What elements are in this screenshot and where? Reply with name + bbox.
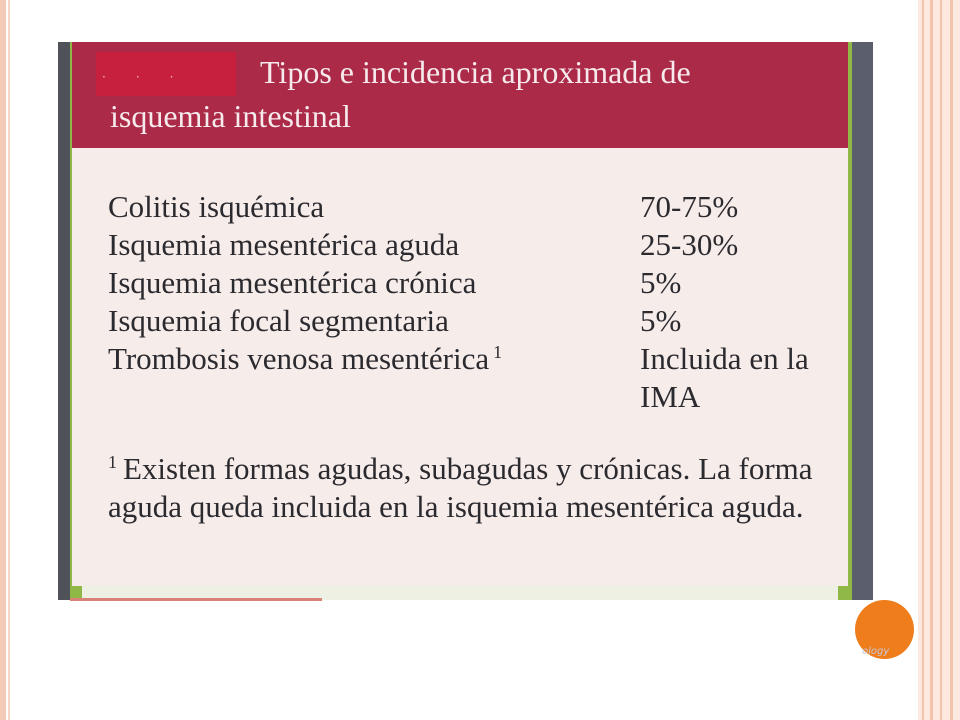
ischemia-type: [108, 340, 640, 416]
incidence-value: 5%: [640, 303, 682, 338]
incidence-value: Incluida en la IMA: [640, 341, 809, 414]
slide-left-border: [0, 0, 6, 720]
underline-accent: [70, 598, 322, 601]
incidence-value: 5%: [640, 265, 682, 300]
ischemia-type-text: Trombosis venosa mesentérica: [108, 341, 490, 376]
table-header: [72, 42, 848, 148]
redacted-marks: ···: [102, 70, 204, 84]
table-title: Tipos e incidencia aproximada de isquemia intestinal: [110, 54, 691, 134]
list-item: [108, 302, 828, 340]
ischemia-type: Isquemia mesentérica crónica: [108, 265, 477, 300]
ischemia-type: Isquemia focal segmentaria: [108, 303, 449, 338]
list-item: [108, 188, 828, 226]
incidence-value: 25-30%: [640, 227, 739, 262]
ischemia-type: Colitis isquémica: [108, 189, 325, 224]
footnote: [108, 450, 848, 526]
right-border-line: [950, 0, 953, 720]
incidence-value: 70-75%: [640, 189, 739, 224]
right-border-line: [940, 0, 942, 720]
slide-right-border: [918, 0, 960, 720]
right-border-line: [930, 0, 933, 720]
image-dark-right-edge: [852, 42, 873, 600]
ischemia-table-image: [58, 42, 873, 600]
ischemia-type: Isquemia mesentérica aguda: [108, 227, 460, 262]
list-item: [108, 340, 828, 416]
footnote-mark: 1: [108, 451, 117, 472]
image-dark-left-edge: [58, 42, 70, 600]
right-border-line: [922, 0, 924, 720]
table-panel: [72, 42, 848, 586]
footnote-mark: 1: [493, 341, 503, 362]
list-item: [108, 264, 828, 302]
faded-caption: ology: [862, 646, 890, 657]
slide-left-border-inner: [8, 0, 10, 720]
footnote-text: Existen formas agudas, subagudas y crónicas. La forma aguda queda incluida en la isquemia mesentérica aguda.: [108, 451, 813, 524]
list-item: [108, 226, 828, 264]
incidence-list: [108, 188, 828, 416]
